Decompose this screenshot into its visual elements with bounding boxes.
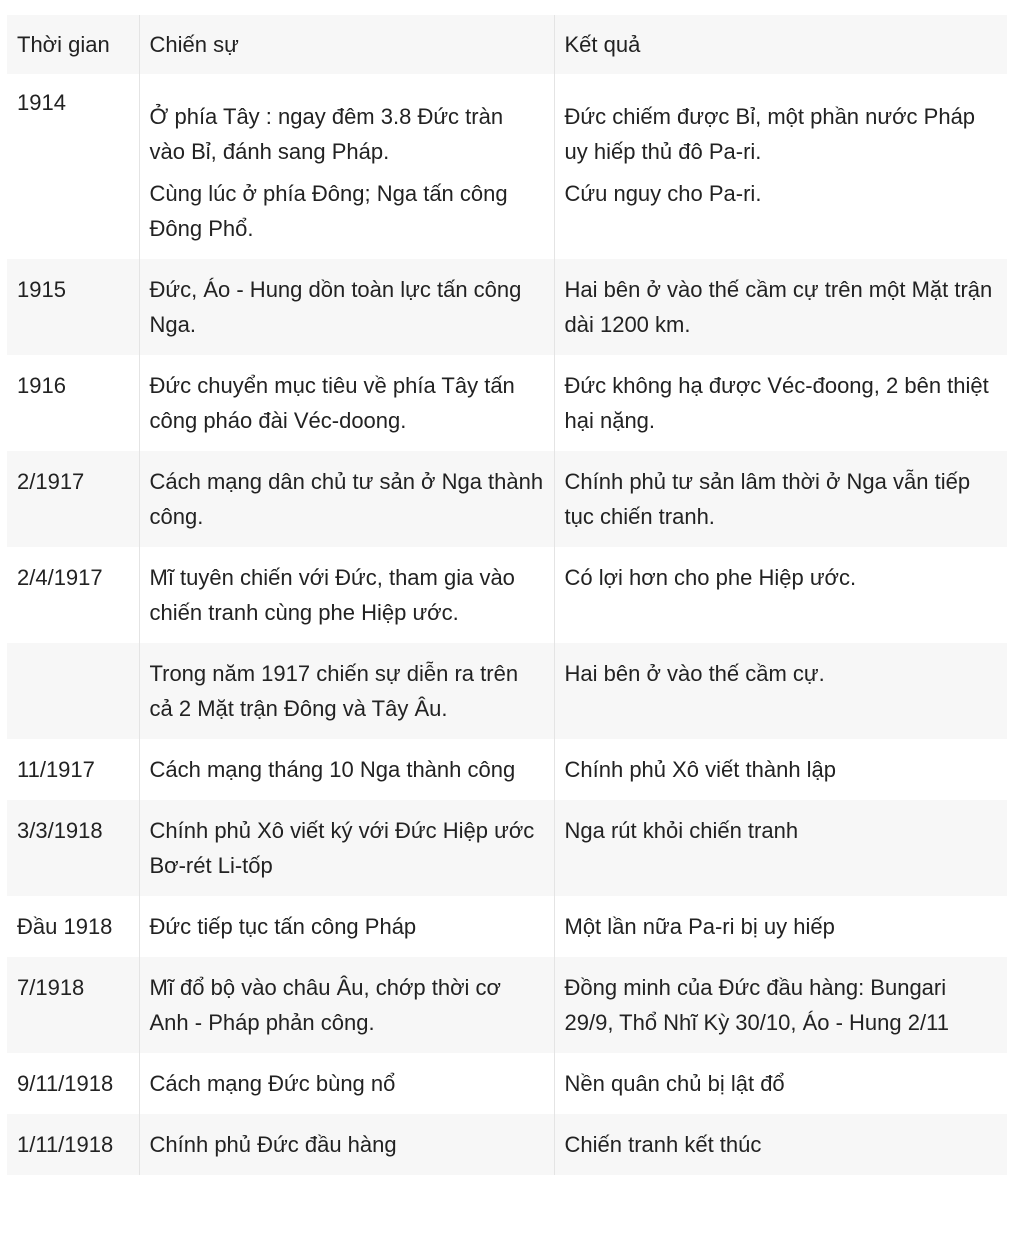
table-row [7,643,1007,739]
event-text: Chính phủ Xô viết ký với Đức Hiệp ước Bơ-rét Li-tốp [149,818,535,878]
result-cell [554,739,1007,800]
table-row [7,1114,1007,1175]
event-text: Đức chuyển mục tiêu về phía Tây tấn công pháo đài Véc-doong. [149,373,515,433]
event-text: Đức, Áo - Hung dồn toàn lực tấn công Nga. [149,277,522,337]
event-cell [139,896,554,957]
event-cell [139,74,554,259]
result-text: Chính phủ Xô viết thành lập [564,757,837,782]
header-event: Chiến sự [139,15,554,74]
event-cell [139,1053,554,1114]
table-row [7,355,1007,451]
result-cell [554,451,1007,547]
result-text: Chiến tranh kết thúc [564,1132,762,1157]
event-text: Cách mạng dân chủ tư sản ở Nga thành công. [149,469,544,529]
event-text: Đức tiếp tục tấn công Pháp [149,914,417,939]
time-cell [7,643,139,739]
table-row [7,451,1007,547]
result-text: Chính phủ tư sản lâm thời ở Nga vẫn tiếp tục chiến tranh. [564,469,971,529]
result-text: Đức chiếm được Bỉ, một phần nước Pháp uy hiếp thủ đô Pa-ri. [564,104,976,164]
event-cell [139,800,554,896]
event-cell [139,1114,554,1175]
time-cell: 2/1917 [7,451,139,547]
result-cell [554,1114,1007,1175]
event-text: Trong năm 1917 chiến sự diễn ra trên cả 2 Mặt trận Đông và Tây Âu. [149,661,519,721]
time-cell: 1915 [7,259,139,355]
time-cell: 9/11/1918 [7,1053,139,1114]
time-cell: 1/11/1918 [7,1114,139,1175]
table-row [7,547,1007,643]
table-row [7,259,1007,355]
event-cell [139,451,554,547]
result-cell [554,74,1007,259]
result-cell [554,1053,1007,1114]
result-text: Đồng minh của Đức đầu hàng: Bungari 29/9, Thổ Nhĩ Kỳ 30/10, Áo - Hung 2/11 [564,975,949,1035]
event-cell [139,957,554,1053]
time-cell: Đầu 1918 [7,896,139,957]
time-cell: 11/1917 [7,739,139,800]
event-text: Chính phủ Đức đầu hàng [149,1132,397,1157]
event-text: Cùng lúc ở phía Đông; Nga tấn công Đông Phổ. [149,181,508,241]
event-cell [139,355,554,451]
result-text: Hai bên ở vào thế cầm cự trên một Mặt trận dài 1200 km. [564,277,993,337]
result-cell [554,643,1007,739]
result-cell [554,800,1007,896]
event-text: Mĩ tuyên chiến với Đức, tham gia vào chiến tranh cùng phe Hiệp ước. [149,565,515,625]
event-text: Cách mạng tháng 10 Nga thành công [149,757,516,782]
header-time: Thời gian [7,15,139,74]
table-row [7,896,1007,957]
result-cell [554,957,1007,1053]
table-header [7,15,1007,74]
event-cell [139,739,554,800]
table-row [7,74,1007,259]
table-row [7,739,1007,800]
result-cell [554,547,1007,643]
table-row [7,800,1007,896]
time-cell: 2/4/1917 [7,547,139,643]
result-text: Có lợi hơn cho phe Hiệp ước. [564,565,857,590]
event-text: Ở phía Tây : ngay đêm 3.8 Đức tràn vào Bỉ, đánh sang Pháp. [149,104,504,164]
event-cell [139,547,554,643]
header-row [7,15,1007,74]
table-row [7,957,1007,1053]
event-text: Cách mạng Đức bùng nổ [149,1071,396,1096]
time-cell: 1916 [7,355,139,451]
event-text: Mĩ đổ bộ vào châu Âu, chớp thời cơ Anh - Pháp phản công. [149,975,501,1035]
time-cell: 7/1918 [7,957,139,1053]
result-cell [554,259,1007,355]
result-text: Nga rút khỏi chiến tranh [564,818,799,843]
result-text: Một lần nữa Pa-ri bị uy hiếp [564,914,835,939]
event-cell [139,259,554,355]
table-body [7,74,1007,1175]
time-cell: 1914 [7,74,139,259]
result-text: Cứu nguy cho Pa-ri. [564,181,762,206]
result-text: Nền quân chủ bị lật đổ [564,1071,785,1096]
time-cell: 3/3/1918 [7,800,139,896]
result-cell [554,896,1007,957]
event-cell [139,643,554,739]
result-text: Đức không hạ được Véc-đoong, 2 bên thiệt hại nặng. [564,373,989,433]
result-text: Hai bên ở vào thế cầm cự. [564,661,825,686]
header-result: Kết quả [554,15,1007,74]
war-timeline-table [7,15,1007,1175]
result-cell [554,355,1007,451]
table-row [7,1053,1007,1114]
